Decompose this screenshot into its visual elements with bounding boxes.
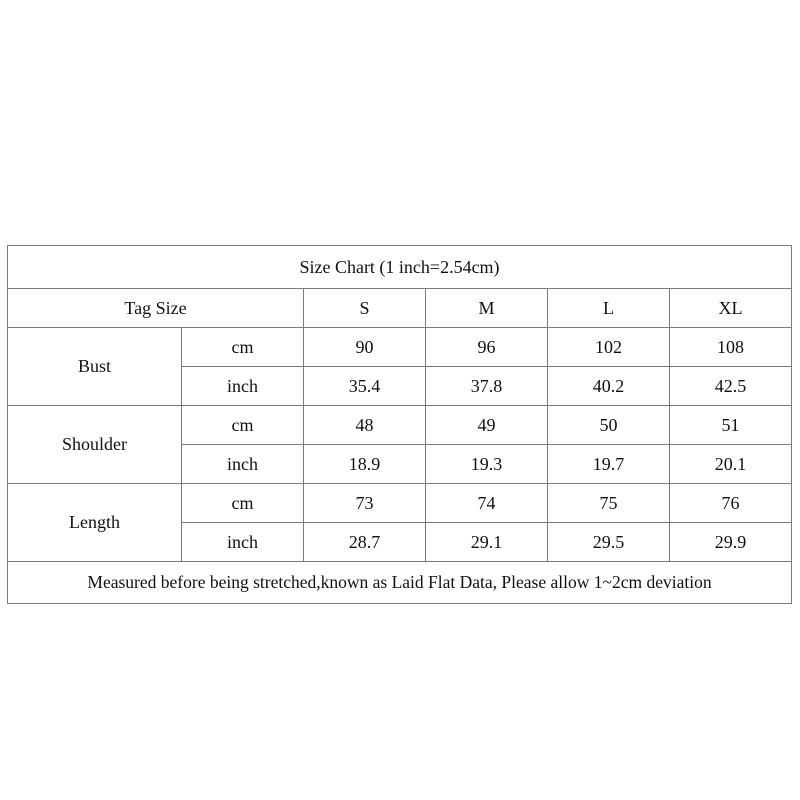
value-cell: 102 [548,328,670,367]
value-cell: 108 [670,328,792,367]
tag-size-header: Tag Size [8,289,304,328]
value-cell: 19.3 [426,445,548,484]
measurement-label-length: Length [8,484,182,562]
size-header-s: S [304,289,426,328]
table-row [8,484,792,523]
value-cell: 29.1 [426,523,548,562]
unit-cell: inch [182,367,304,406]
unit-cell: inch [182,523,304,562]
unit-cell: cm [182,484,304,523]
value-cell: 74 [426,484,548,523]
table-row [8,328,792,367]
value-cell: 29.9 [670,523,792,562]
value-cell: 40.2 [548,367,670,406]
value-cell: 76 [670,484,792,523]
table-row [8,406,792,445]
value-cell: 75 [548,484,670,523]
value-cell: 35.4 [304,367,426,406]
size-header-xl: XL [670,289,792,328]
measurement-label-shoulder: Shoulder [8,406,182,484]
title-row [8,246,792,289]
value-cell: 50 [548,406,670,445]
size-header-m: M [426,289,548,328]
value-cell: 20.1 [670,445,792,484]
size-chart-table [7,245,792,604]
value-cell: 48 [304,406,426,445]
value-cell: 49 [426,406,548,445]
value-cell: 96 [426,328,548,367]
footer-note: Measured before being stretched,known as Laid Flat Data, Please allow 1~2cm deviation [8,562,792,604]
unit-cell: cm [182,328,304,367]
measurement-label-bust: Bust [8,328,182,406]
unit-cell: inch [182,445,304,484]
chart-title: Size Chart (1 inch=2.54cm) [8,246,792,289]
size-header-l: L [548,289,670,328]
value-cell: 29.5 [548,523,670,562]
value-cell: 73 [304,484,426,523]
header-row [8,289,792,328]
value-cell: 90 [304,328,426,367]
value-cell: 19.7 [548,445,670,484]
value-cell: 18.9 [304,445,426,484]
footer-row [8,562,792,604]
value-cell: 42.5 [670,367,792,406]
value-cell: 28.7 [304,523,426,562]
value-cell: 37.8 [426,367,548,406]
value-cell: 51 [670,406,792,445]
unit-cell: cm [182,406,304,445]
